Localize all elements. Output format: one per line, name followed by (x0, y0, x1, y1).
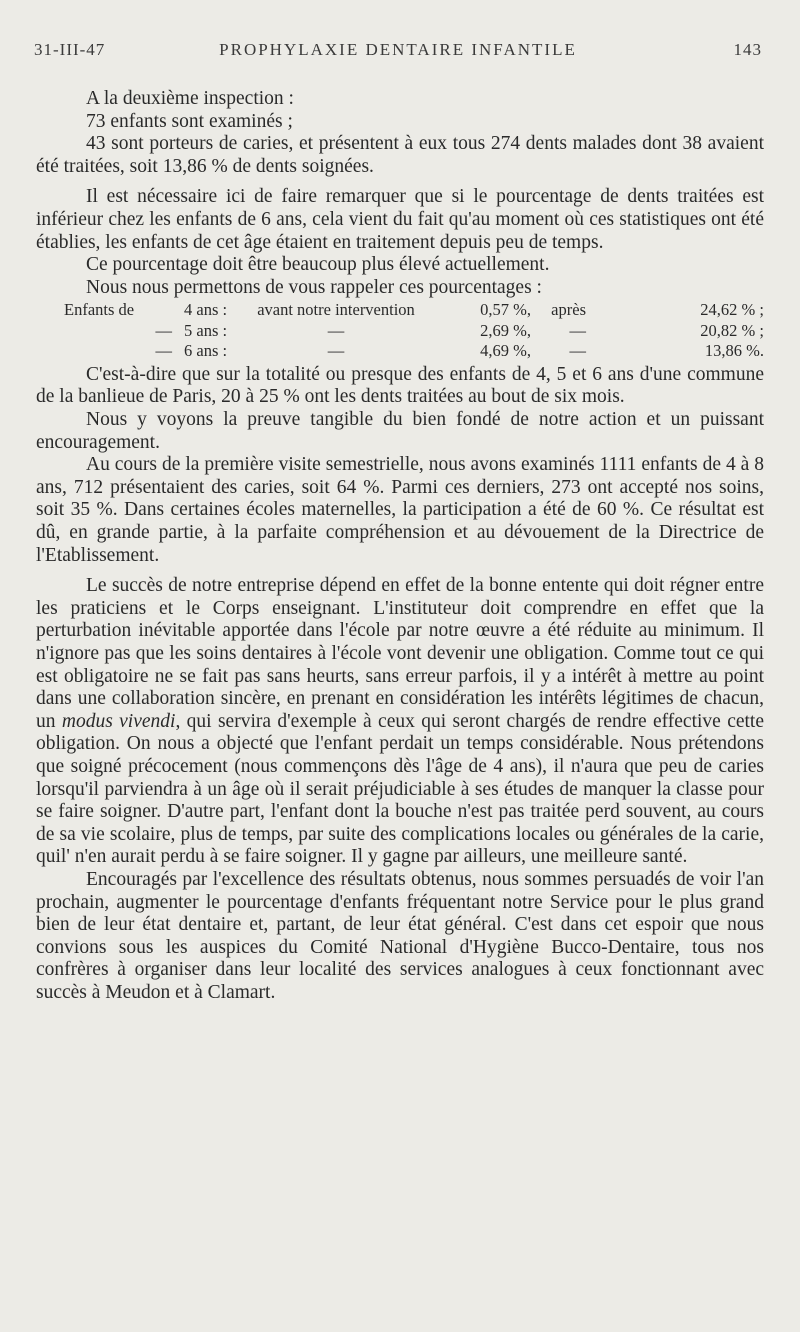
paragraph: Nous y voyons la preuve tangible du bien fondé de notre action et un puissant encouragement. (36, 409, 764, 453)
paragraph-text: , qui servira d'exemple à ceux qui seront chargés de rendre effective cette obligation. On nous a objecté que l'enfant perdait un temps considérable. Nous prétendons que soigné précocement (nous commençons dès l'âge de 4 ans), il n'aura que peu de caries lorsqu'il parviendra à un âge où il serait préjudiciable à ses études de manquer la classe pour se faire soigner. D'autre part, l'enfant dont la bouche n'est pas traitée perd souvent, au cours de sa vie scolaire, plus de temps, par suite des complications locales ou générales de la carie, quil' n'en aurait perdu à se faire soigner. Il y gagne par ailleurs, une meilleure santé. (36, 710, 764, 868)
before-value: 2,69 %, (480, 320, 531, 340)
after-value: 20,82 % ; (700, 320, 764, 340)
percentages-table (36, 300, 764, 362)
italic-phrase: modus vivendi (61, 710, 176, 732)
running-header (34, 40, 762, 64)
page-number: 143 (733, 40, 762, 59)
row-label: — (155, 320, 172, 340)
header-date: 31-III-47 (34, 40, 106, 59)
after-value: 13,86 %. (704, 341, 764, 361)
row-label: Enfants de (64, 300, 135, 320)
paragraph: Encouragés par l'excellence des résultats obtenus, nous sommes persuadés de voir l'an prochain, augmenter le pourcentage d'enfants fréquentant notre Service pour le plus grand bien de leur état dentaire et, partant, de leur état général. C'est dans cet espoir que nous convions sous les auspices du Comité National d'Hygiène Bucco-Dentaire, tous nos confrères à organiser dans leur localité des services analogues à ceux fonctionnant avec succès à Meudon et à Clamart. (36, 868, 764, 1003)
row-age: 5 ans : (184, 320, 228, 340)
before-label: avant notre intervention (257, 300, 415, 320)
after-label: — (569, 320, 586, 340)
paragraph: 43 sont porteurs de caries, et présentent à eux tous 274 dents malades dont 38 avaient été traitées, soit 13,86 % de dents soignées. (36, 133, 764, 177)
paragraph (36, 575, 764, 869)
after-value: 24,62 % ; (700, 300, 764, 320)
before-label: — (327, 320, 345, 340)
before-value: 0,57 %, (480, 300, 531, 320)
row-age: 6 ans : (184, 341, 228, 361)
table-row (36, 300, 764, 321)
before-label: — (327, 341, 345, 361)
before-value: 4,69 %, (480, 341, 531, 361)
paragraph: 73 enfants sont examinés ; (86, 110, 293, 132)
paragraph: Ce pourcentage doit être beaucoup plus élevé actuellement. (86, 254, 550, 276)
paragraph-text: Le succès de notre entreprise dépend en effet de la bonne entente qui doit régner entre les praticiens et le Corps enseignant. L'instituteur doit comprendre en effet que la perturbation inévitable apportée dans l'école par notre œuvre a été réduite au minimum. Il n'ignore pas que les soins dentaires à l'école vont devenir une obligation. Comme tout ce qui est obligatoire ne se fait pas sans heurts, sans erreur parfois, il y a intérêt à mettre au point dans une collaboration sincère, en prenant en considération les intérêts légitimes de chacun, un (36, 575, 764, 732)
paragraph: Il est nécessaire ici de faire remarquer que si le pourcentage de dents traitées est inférieur chez les enfants de 6 ans, cela vient du fait qu'au moment où ces statistiques ont été établies, les enfants de cet âge étaient en traitement depuis peu de temps. (36, 186, 764, 253)
header-title: PROPHYLAXIE DENTAIRE INFANTILE (219, 40, 577, 59)
after-label: après (551, 300, 586, 320)
row-label: — (155, 341, 172, 361)
paragraph: Nous nous permettons de vous rappeler ces pourcentages : (86, 276, 542, 298)
paragraph: Au cours de la première visite semestrielle, nous avons examinés 1111 enfants de 4 à 8 ans, 712 présentaient des caries, soit 64 %. Parmi ces derniers, 273 ont accepté nos soins, soit 35 %. Dans certaines écoles maternelles, la participation a été de 60 %. Ce résultat est dû, en grande partie, à la parfaite compréhension et au dévouement de la Directrice de l'Etablissement. (36, 454, 764, 566)
body-text (36, 88, 764, 1004)
table-row (36, 321, 764, 342)
table-row (36, 341, 764, 362)
paragraph: A la deuxième inspection : (86, 88, 294, 109)
row-age: 4 ans : (184, 300, 228, 320)
paragraph: C'est-à-dire que sur la totalité ou presque des enfants de 4, 5 et 6 ans d'une commune de la banlieue de Paris, 20 à 25 % ont les dents traitées au bout de six mois. (36, 363, 764, 408)
after-label: — (569, 341, 586, 361)
